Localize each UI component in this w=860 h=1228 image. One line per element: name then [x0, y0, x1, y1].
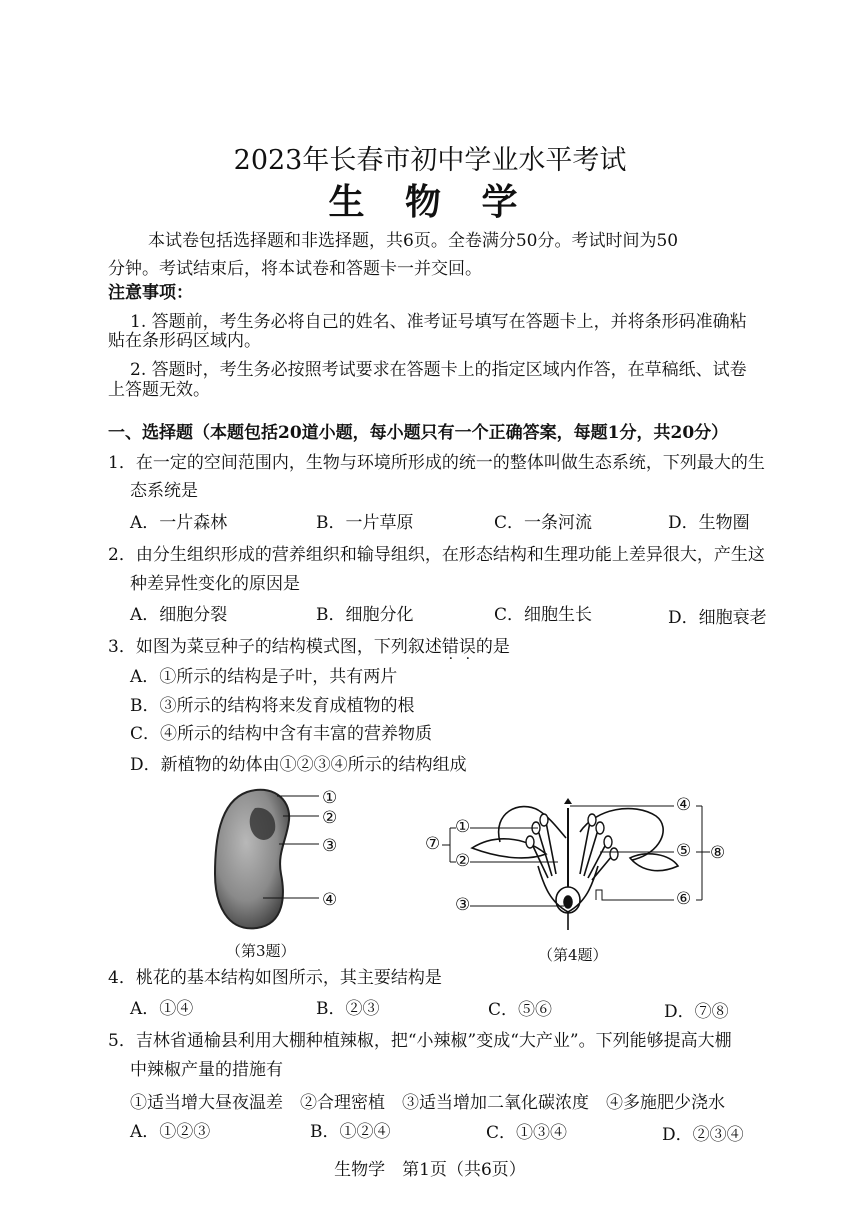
q3-stem: [108, 637, 510, 657]
fig4-label-8: ⑧: [710, 843, 726, 863]
q5-stem-line-2: 中辣椒产量的措施有: [130, 1060, 283, 1080]
intro-line-2: 分钟。考试结束后，将本试卷和答题卡一并交回。: [108, 259, 482, 279]
q3-stem-prefix: 3．如图为菜豆种子的结构模式图，下列叙述: [108, 637, 442, 657]
ovule: [564, 896, 572, 908]
q1-option-a: A．一片森林: [130, 513, 228, 533]
q2-option-a: A．细胞分裂: [130, 605, 228, 625]
q1-option-d: D．生物圈: [668, 513, 750, 533]
q2-stem-line-1: 2．由分生组织形成的营养组织和输导组织，在形态结构和生理功能上差异很大，产生这: [108, 545, 765, 565]
fig4-caption: （第4题）: [538, 946, 608, 964]
fig3-label-3: ③: [322, 836, 338, 856]
page-footer: 生物学 第1页（共6页）: [334, 1160, 526, 1180]
note-1-line-1: 1. 答题前，考生务必将自己的姓名、准考证号填写在答题卡上，并将条形码准确粘: [130, 312, 747, 332]
q4-option-c: C．⑤⑥: [488, 1000, 553, 1020]
fig4-label-1: ①: [455, 817, 471, 837]
q4-option-d: D．⑦⑧: [664, 1002, 729, 1022]
right-sepal: [630, 854, 678, 871]
q5-option-d: D．②③④: [662, 1125, 744, 1145]
q5-stem-line-1: 5．吉林省通榆县利用大棚种植辣椒，把“小辣椒”变成“大产业”。下列能够提高大棚: [108, 1031, 732, 1051]
section-1-heading: 一、选择题（本题包括20道小题，每小题只有一个正确答案，每题1分，共20分）: [108, 423, 729, 443]
q1-stem-line-1: 1．在一定的空间范围内，生物与环境所形成的统一的整体叫做生态系统，下列最大的生: [108, 453, 765, 473]
q5-option-c: C．①③④: [486, 1123, 568, 1143]
q2-option-d: D．细胞衰老: [668, 608, 767, 628]
intro-line-1: 本试卷包括选择题和非选择题，共6页。全卷满分50分。考试时间为50: [148, 231, 679, 251]
q1-option-c: C．一条河流: [494, 513, 593, 533]
fig4-label-3: ③: [455, 895, 471, 915]
q3-emphasis-char-1: 错: [441, 637, 459, 657]
q1-option-b: B．一片草原: [316, 513, 414, 533]
fig4-label-4: ④: [676, 795, 692, 815]
fig4-label-6: ⑥: [676, 889, 692, 909]
q4-option-a: A．①④: [130, 999, 194, 1019]
fig3-label-2: ②: [322, 808, 338, 828]
q1-stem-line-2: 态系统是: [130, 481, 198, 501]
subject-title: 生 物 学: [328, 181, 532, 223]
q5-option-a: A．①②③: [130, 1122, 211, 1142]
exam-title: 2023年长春市初中学业水平考试: [233, 145, 627, 176]
q4-stem: 4．桃花的基本结构如图所示，其主要结构是: [108, 968, 442, 988]
fig4-label-2: ②: [455, 851, 471, 871]
fig4-label-5: ⑤: [676, 841, 692, 861]
q3-option-a: A．①所示的结构是子叶，共有两片: [130, 667, 398, 687]
q3-option-c: C．④所示的结构中含有丰富的营养物质: [130, 724, 433, 744]
fig3-caption: （第3题）: [226, 942, 296, 960]
q2-stem-line-2: 种差异性变化的原因是: [130, 574, 300, 594]
fig3-label-1: ①: [322, 788, 338, 808]
note-1-line-2: 贴在条形码区域内。: [108, 331, 261, 351]
q2-option-c: C．细胞生长: [494, 605, 593, 625]
q5-measures: ①适当增大昼夜温差 ②合理密植 ③适当增加二氧化碳浓度 ④多施肥少浇水: [130, 1093, 725, 1113]
stigma: [564, 798, 572, 804]
fig3-label-4: ④: [322, 890, 338, 910]
seed-outline: [215, 790, 289, 929]
notes-heading: 注意事项：: [108, 283, 193, 303]
q3-stem-suffix: 的是: [475, 637, 510, 657]
q4-option-b: B．②③: [316, 999, 380, 1019]
q2-option-b: B．细胞分化: [316, 605, 414, 625]
q5-option-b: B．①②④: [310, 1122, 391, 1142]
note-2-line-1: 2. 答题时，考生务必按照考试要求在答题卡上的指定区域内作答，在草稿纸、试卷: [130, 360, 747, 380]
note-2-line-2: 上答题无效。: [108, 380, 210, 400]
q3-option-b: B．③所示的结构将来发育成植物的根: [130, 696, 415, 716]
q3-emphasis-char-2: 误: [458, 637, 476, 657]
q3-option-d: D．新植物的幼体由①②③④所示的结构组成: [130, 755, 467, 775]
fig4-label-7: ⑦: [425, 834, 441, 854]
